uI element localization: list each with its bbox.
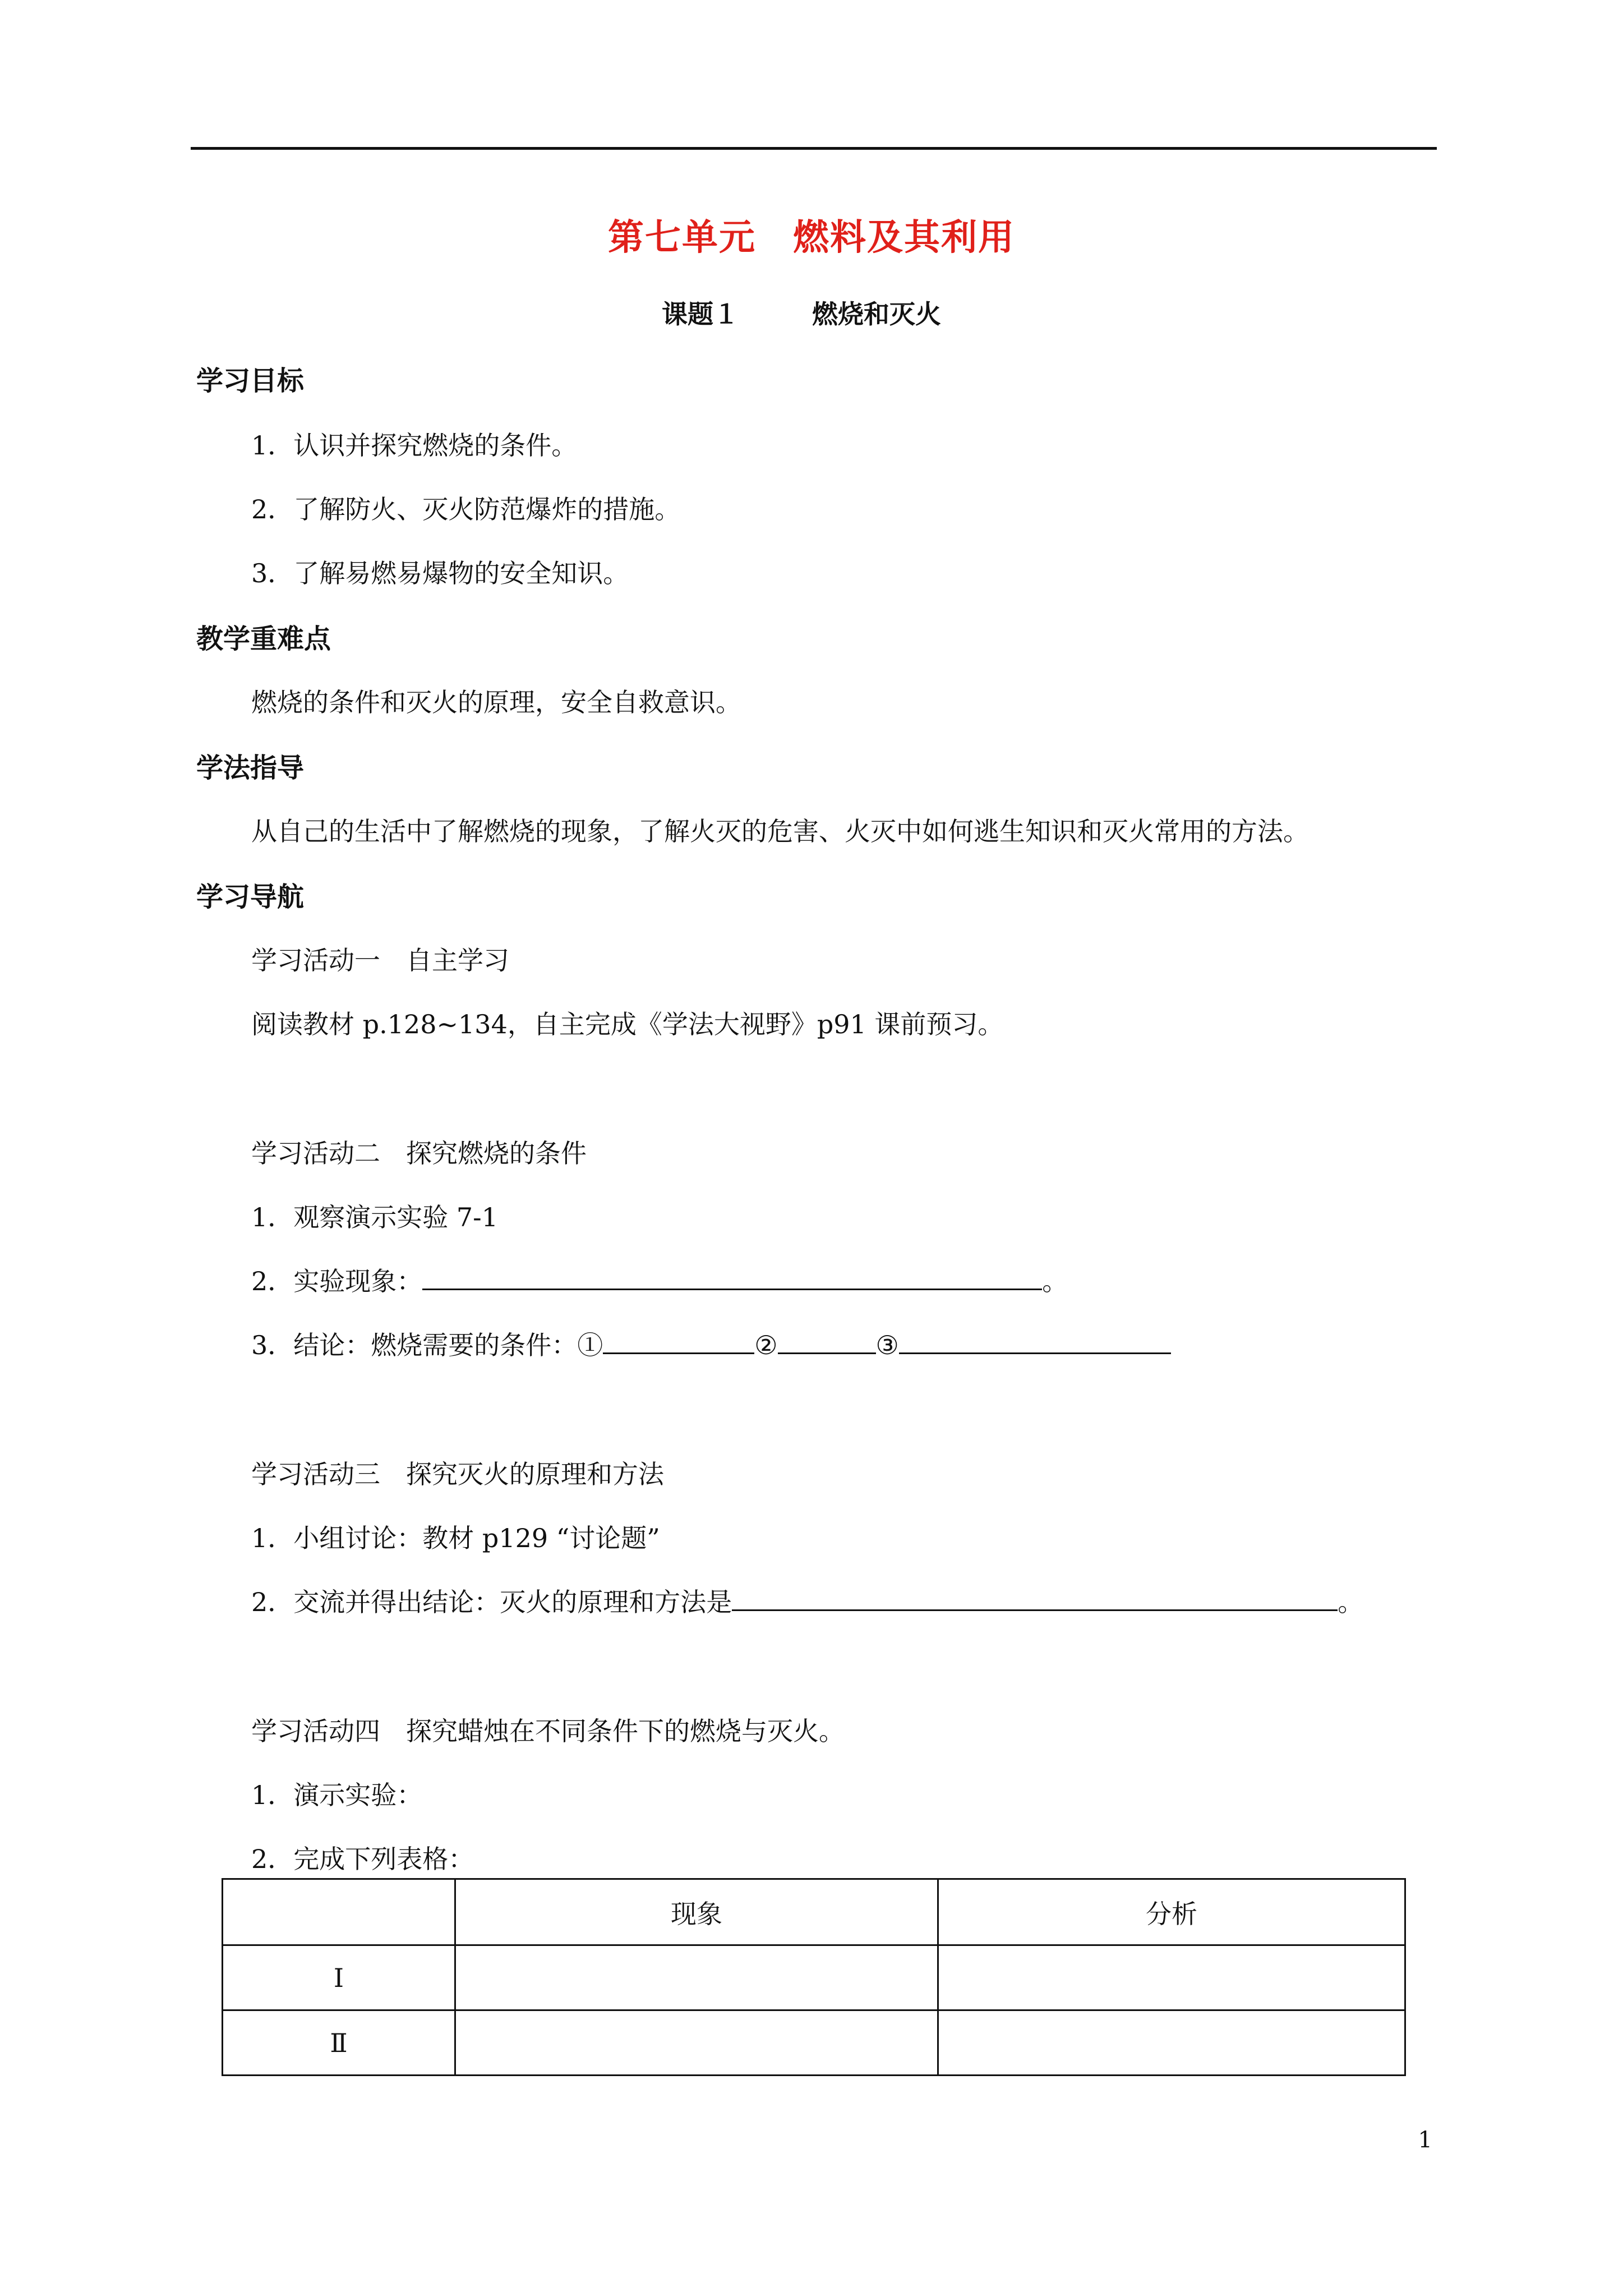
lesson-heading (662, 294, 941, 331)
activity1-title: 学习活动一 自主学习 (251, 945, 509, 976)
method-text: 从自己的生活中了解燃烧的现象，了解火灭的危害、火灭中如何逃生知识和灭火常用的方法。 (251, 816, 1309, 846)
page-number: 1 (1418, 2127, 1432, 2153)
table-row (223, 2010, 1405, 2076)
table-row (223, 1945, 1405, 2010)
activity4-item2: 2．完成下列表格： (251, 1844, 474, 1874)
objectives-heading: 学习目标 (196, 365, 305, 397)
condition-marker-1: ① (577, 1330, 603, 1360)
activity4-title: 学习活动四 探究蜡烛在不同条件下的燃烧与灭火。 (251, 1716, 845, 1746)
observation-table (222, 1878, 1406, 2076)
activity2-title: 学习活动二 探究燃烧的条件 (251, 1138, 587, 1168)
unit-title: 第七单元 燃料及其利用 (608, 217, 1015, 259)
method-heading: 学法指导 (196, 752, 305, 784)
table-header-row (223, 1879, 1405, 1945)
activity3-title: 学习活动三 探究灭火的原理和方法 (251, 1459, 664, 1489)
header-rule (191, 147, 1437, 150)
condition-blank-2[interactable] (778, 1348, 876, 1354)
key-points-heading: 教学重难点 (196, 623, 331, 655)
observation-blank[interactable] (422, 1284, 1042, 1290)
table-header-cell: 现象 (455, 1879, 938, 1945)
objective-item: 1．认识并探究燃烧的条件。 (251, 430, 578, 461)
objective-item: 2．了解防火、灭火防范爆炸的措施。 (251, 494, 681, 524)
key-points-text: 燃烧的条件和灭火的原理，安全自救意识。 (251, 687, 741, 717)
table-row-label: Ⅱ (223, 2010, 455, 2076)
lesson-title: 燃烧和灭火 (812, 299, 941, 329)
table-cell[interactable] (938, 1945, 1405, 2010)
table-cell[interactable] (455, 2010, 938, 2076)
activity3-item2 (251, 1582, 1363, 1619)
table-cell[interactable] (938, 2010, 1405, 2076)
observation-end: 。 (1042, 1266, 1068, 1296)
table-row-label: Ⅰ (223, 1945, 455, 2010)
objective-item: 3．了解易燃易爆物的安全知识。 (251, 558, 629, 588)
activity4-item1: 1．演示实验： (251, 1780, 423, 1810)
activity2-item3 (251, 1325, 1171, 1362)
activity3-item1: 1．小组讨论：教材 p129 “讨论题” (251, 1523, 660, 1553)
lesson-label: 课题１ (662, 299, 739, 329)
condition-blank-1[interactable] (603, 1348, 754, 1354)
observation-label: 2．实验现象： (251, 1266, 423, 1296)
condition-marker-2: ② (754, 1330, 778, 1360)
activity2-item2 (251, 1261, 1068, 1298)
table-header-cell (223, 1879, 455, 1945)
navigation-heading: 学习导航 (196, 881, 305, 913)
extinguish-end: 。 (1338, 1587, 1364, 1617)
extinguish-label: 2．交流并得出结论：灭火的原理和方法是 (251, 1587, 732, 1617)
activity2-item1: 1．观察演示实验 7-1 (251, 1202, 498, 1232)
extinguish-blank[interactable] (732, 1605, 1338, 1611)
condition-marker-3: ③ (875, 1330, 899, 1360)
activity1-text: 阅读教材 p.128~134，自主完成《学法大视野》p91 课前预习。 (251, 1009, 1004, 1039)
conclusion-label: 3．结论：燃烧需要的条件： (251, 1330, 578, 1360)
table-header-cell: 分析 (938, 1879, 1405, 1945)
condition-blank-3[interactable] (899, 1348, 1171, 1354)
table-cell[interactable] (455, 1945, 938, 2010)
